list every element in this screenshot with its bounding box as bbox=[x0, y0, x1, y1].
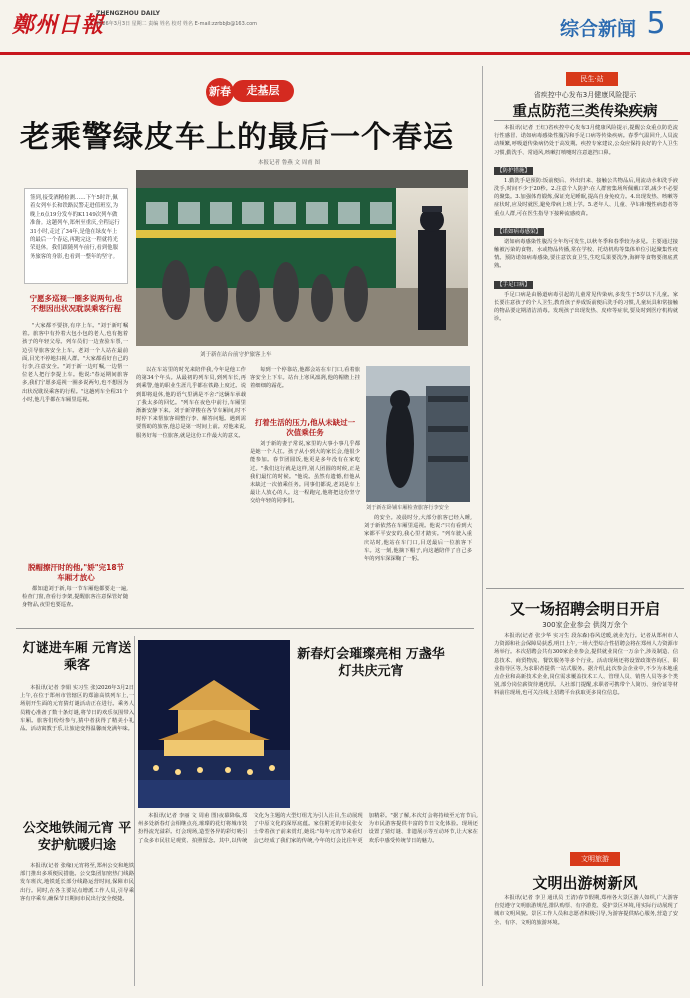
sleeper-car-photo bbox=[366, 366, 470, 502]
lantern-festival-photo bbox=[138, 640, 290, 808]
feature-column-1: "大家都不要挤,有序上车。"刘于新叮嘱着。旅客中有拎着大包小包的老人,也有抱着孩子的年轻父母。列车员们一边查验车票,一边引导旅客安全上车。老刘一个人站在最前面,目光不停地扫视人群。"大家都看好自己的行李,注意安全。"刘于新一边叮嘱,一边帮一位老人把行李提上车。他说:"春运期间旅客多,我们宁愿多巡视一圈多说两句,也不想因为出状况耽误乘客的行程。"这趟列车全程31个小时,他几乎都在车厢里巡视。 bbox=[22, 323, 128, 403]
feature-subhead-2: 脱帽擦汗时的他,"娇"完18节车厢才放心 bbox=[27, 563, 125, 582]
page-number: 5 bbox=[646, 6, 666, 41]
feature-column-3b: 刘于新的妻子常说,家里的大事小事几乎都是她一个人扛。孩子从小到大的家长会,他很少能参加。春节团圆饭,他更是多年没有在家吃过。"我们这行就是这样,别人团圆的时候,正是我们最忙的时候。"他说。虽然有遗憾,但他从未缺过一次值乘任务。同事们都说,老刘是车上最让人放心的人。这一程跑完,他将把这份坚守交给年轻的同事们。 bbox=[250, 441, 360, 505]
job-fair-headline: 又一场招聘会明日开启 bbox=[509, 600, 660, 618]
temple-article: 本报讯(记者 李丽 文 周甫 图)夜幕降临,郑州多处新春灯会相继点亮,璀璨的花灯将城市装扮得流光溢彩。灯会现场,造型各异的彩灯吸引了众多市民驻足观赏、拍照留念。其中,以传统文化为主题的大型灯组尤为引人注目,生动展现了中原文化的深厚底蕴。家住附近的市民张女士带着孩子前来赏灯,她说:"每年元宵节来看灯会已经成了我们家的传统,今年的灯会比往年更加精彩。"据了解,本次灯会将持续至元宵节后,为市民游客提供丰富的节日文化体验。现场还设置了猜灯谜、非遗展示等互动环节,让大家在欢乐中感受传统节日的魅力。 bbox=[138, 813, 478, 844]
health-subhead-2: 【诺如病毒感染】 bbox=[494, 228, 544, 236]
right-divider bbox=[486, 588, 684, 589]
issue-info: 2026年3月3日 星期二 责编 姓名 校对 姓名 E-mail:zzrbbjb@163.com bbox=[96, 21, 258, 27]
feature-column-2: 以在车站里的时光来陪伴我,今年是他工作的第34个年头。从最初的列车员,到列车长,再到乘警,他的职业生涯几乎都在铁路上度过。说到即将退休,他的语气里满是不舍:"这辆车承载了我太多的回忆。"列车在夜色中前行,车厢里渐渐安静下来。刘于新穿梭在各节车厢间,时不时停下来帮旅客调整行李、解答问题。遇到需要帮助的旅客,他总是第一时间上前。对他来说,服务好每一位旅客,就是这份工作最大的意义。 bbox=[136, 367, 246, 439]
feature-column-1b: 都知道刘于新,每一节车厢他都要走一遍,检查门窗,查看行李架,提醒旅客注意保管好随身物品,夜里也要巡查。 bbox=[22, 586, 128, 609]
lantern-article: 本报讯(记者 李娟 实习生 张)2026年3月2日上午,在位于郑州市管辖区的郑渝高铁列车上,一场别开生面的元宵猜灯谜活动正在进行。乘务人员精心准备了数十条灯谜,将节日的欢乐氛围带入车厢。旅客们纷纷参与,猜中者获得了精美小礼品。活动寓教于乐,让旅途变得温馨而充满年味。 bbox=[20, 685, 134, 733]
health-paragraph-1: 本报讯(记者 王红)省疾控中心发布3月健康风险提示,提醒公众重点防范流行性感冒、诺如病毒感染性腹泻和手足口病等传染疾病。春季气温回升,人员流动频繁,呼吸道传染病仍处于高发期。疾控专家建议,公众应保持良好的个人卫生习惯,勤洗手、常通风,咳嗽打喷嚏时注意遮挡口鼻。 bbox=[494, 125, 678, 156]
feature-badge-right: 走基层 bbox=[232, 80, 294, 102]
bottom-divider bbox=[16, 628, 474, 629]
newspaper-logo: 鄭州日報 bbox=[12, 12, 105, 38]
train-platform-illustration bbox=[136, 170, 468, 346]
train-platform-photo bbox=[136, 170, 468, 346]
job-fair-subtitle: 300家企业参会 供岗万余个 bbox=[542, 621, 628, 629]
culture-headline: 文明出游树新风 bbox=[532, 874, 638, 892]
temple-headline: 新春灯会璀璨亮相 万盏华灯共庆元宵 bbox=[297, 647, 445, 679]
bottom-column-divider bbox=[134, 636, 135, 986]
feature-column-3: 每到一个停靠站,他都会站在车门口,看着旅客安全上下车。站台上寒风凛冽,他的帽檐上挂着细细的霜花。 bbox=[250, 367, 360, 390]
health-article bbox=[494, 124, 678, 584]
feature-subhead-1: 宁愿多巡视一圈多说两句,也不想因出状况耽误乘客行程 bbox=[29, 294, 123, 313]
feature-column-4: 的安全。凌晨时分,大部分旅客已经入睡,刘于新依然在车厢里巡视。他说:"只有看到大家都平平安安的,我心里才踏实。"列车驶入重庆站时,他站在车门口,目送最后一位旅客下车。这一刻,他摘下帽子,向这趟陪伴了自己多年的列车深深鞠了一躬。 bbox=[364, 515, 472, 563]
section-title: 综合新闻 bbox=[560, 18, 637, 40]
metro-headline: 公交地铁闹元宵 平安护航暖归途 bbox=[22, 821, 132, 853]
temple-night-illustration bbox=[138, 640, 290, 808]
health-rule bbox=[494, 120, 678, 121]
header-rule bbox=[0, 52, 690, 55]
feature-lead-box bbox=[24, 188, 128, 284]
culture-badge: 文明旅游 bbox=[570, 852, 620, 866]
health-section-badge: 民生·站 bbox=[566, 72, 618, 86]
health-subhead-1: 【防护措施】 bbox=[494, 167, 533, 175]
metro-article: 本报讯(记者 张缘)元宵将至,郑州公交和地铁部门推出多项便民措施。公交集团加密热门线路发车班次,地铁延长部分线路运营时间,保障市民出行。同时,在各主要站点增派工作人员,引导乘客有序乘车,确保节日期间市民出行安全便捷。 bbox=[20, 863, 134, 902]
culture-article: 本报讯(记者 李卫 通讯员 王清)春节假期,郑州各大景区游人如织,广大游客自觉遵守文明旅游规范,排队购票、有序游览、爱护景区环境,用实际行动展现了城市文明风貌。景区工作人员和志愿者积极引导,为游客提供贴心服务,营造了安全、有序、文明的旅游环境。 bbox=[494, 895, 678, 926]
feature-headline: 老乘警绿皮车上的最后一个春运 bbox=[20, 120, 454, 155]
column-divider bbox=[482, 66, 483, 986]
feature-lead-text: 签到,接受酒精检测……下午5时许,佩着女列车长和铁路民警走进值班室,为晚上6点19分发车的K1149次列车做准备。这趟列车,郑州至重庆,全程运行31小时,走过了34年,是他在绿皮车上的最后一个春运,再跑完这一程就将光荣退休。我们跟随列车前行,看到他服务旅客的身影,也看到一整年的坚守。 bbox=[30, 195, 120, 260]
health-kicker: 省疾控中心发布3月健康风险提示 bbox=[533, 91, 637, 99]
newspaper-name-en: ZHENGZHOU DAILY bbox=[96, 10, 160, 17]
feature-badge-left: 新春 bbox=[206, 78, 234, 106]
lantern-headline: 灯谜进车厢 元宵送乘客 bbox=[22, 641, 132, 673]
health-subhead-3: 【手足口病】 bbox=[494, 281, 533, 289]
health-headline: 重点防范三类传染疾病 bbox=[512, 103, 658, 120]
health-paragraph-4: 手足口病是由肠道病毒引起的儿童常见传染病,多发生于5岁以下儿童。家长要注意孩子的个人卫生,教育孩子养成饭前便后洗手的习惯,儿童玩具和常接触的物品要定期清洁消毒。发现孩子出现发热、皮疹等症状,要及时到医疗机构就诊。 bbox=[494, 291, 678, 323]
page-header bbox=[0, 0, 690, 64]
feature-byline: 本报记者 鲁燕 文 周甫 图 bbox=[258, 160, 320, 166]
job-fair-article: 本报讯(记者 张少华 实习生 段东森)春风送暖,就业先行。记者从郑州市人力资源和社会保障局获悉,明日上午,一场大型综合性招聘会将在郑州人力资源市场举行。本次招聘会共有300家企业参会,提供就业岗位一万余个,涉及制造、信息技术、商贸物流、餐饮服务等多个行业。活动现场还将设置政策咨询区、职业指导区等,为求职者提供一站式服务。据介绍,此次参会企业中,不少为本地重点企业和高新技术企业,岗位需求覆盖技术工人、管理人员、销售人员等多个类别,部分岗位薪资待遇优厚。人社部门提醒,求职者可携带个人简历、身份证等材料前往现场,也可关注线上招聘平台获取更多岗位信息。 bbox=[494, 633, 678, 697]
small-photo-caption: 刘于新在卧铺车厢检查旅客行李安全 bbox=[366, 505, 450, 511]
main-photo-caption: 刘于新在站台前守护旅客上车 bbox=[200, 352, 272, 358]
health-paragraph-2: 1.勤洗手是预防:饭前便后、外出归来、接触公共物品后,用流动水和洗手液洗手,时间不少于20秒。2.注意个人防护:在人群密集场所佩戴口罩,减少不必要的聚集。3.加强体育锻炼,保证充足睡眠,提高自身免疫力。4.出现发热、咳嗽等症状时,应及时就医,避免带病上班上学。5.老年人、儿童、孕妇和慢性病患者等重点人群,可在医生指导下接种流感疫苗。 bbox=[494, 177, 678, 217]
feature-subhead-3: 打着生活的压力,他从未缺过一次值乘任务 bbox=[254, 418, 356, 437]
sleeper-car-illustration bbox=[366, 366, 470, 502]
health-paragraph-3: 诺如病毒感染性腹泻全年均可发生,以秋冬季和春季较为多见。主要通过接触被污染的食物、水或物品传播,常在学校、托幼机构等集体单位引起聚集性疫情。预防诺如病毒感染,要注意饮食卫生,生吃瓜果要洗净,海鲜等食物要彻底煮熟。 bbox=[494, 238, 678, 270]
